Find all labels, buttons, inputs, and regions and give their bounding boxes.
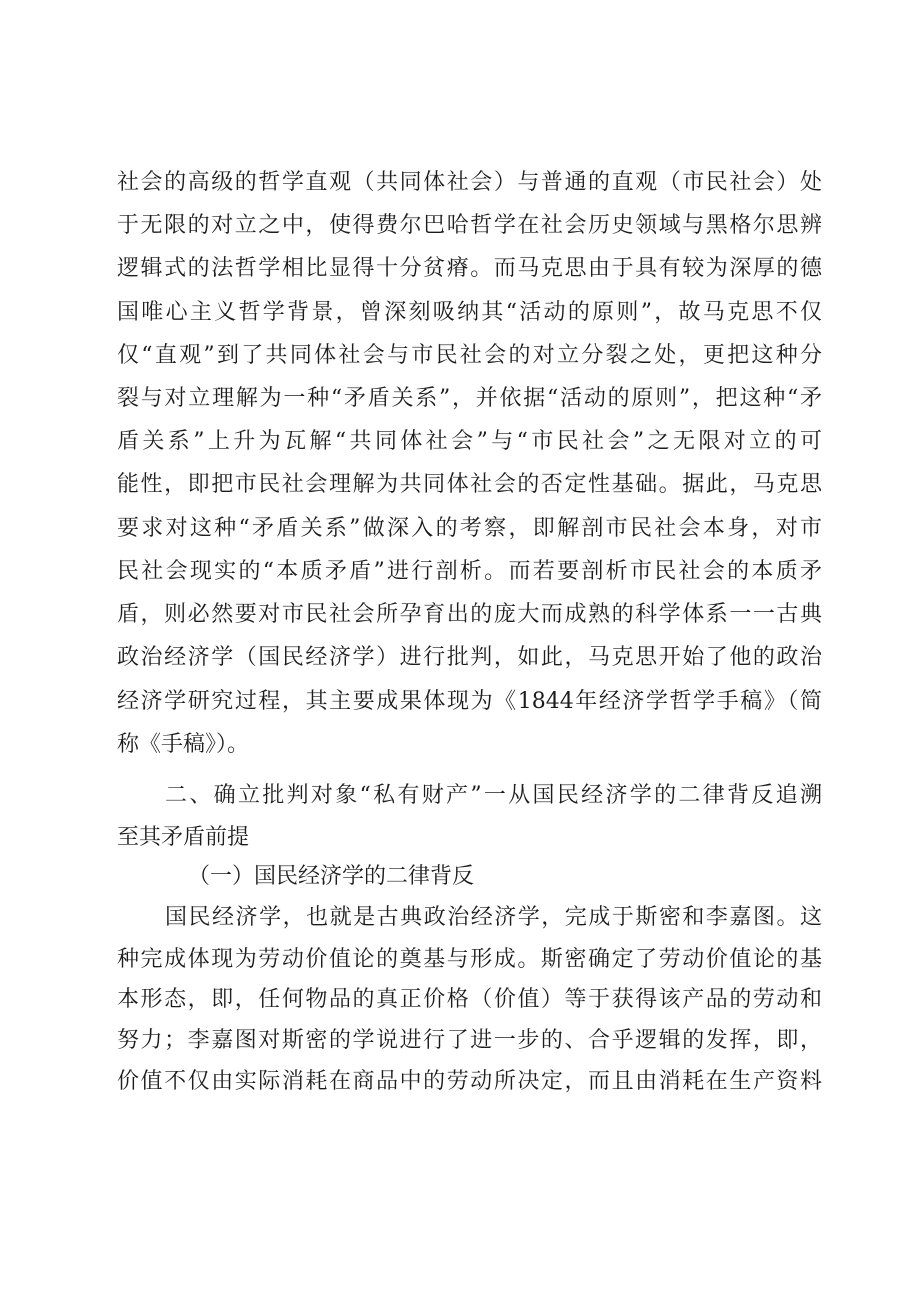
text-line: 种完成体现为劳动价值论的奠基与形成。斯密确定了劳动价值论的基 [117, 947, 822, 972]
text-line: 逻辑式的法哲学相比显得十分贫瘠。而马克思由于具有较为深厚的德 [117, 256, 822, 281]
text-line: 民社会现实的“本质矛盾”进行剖析。而若要剖析市民社会的本质矛 [117, 559, 822, 584]
subheading-line: （一）国民经济学的二律背反 [188, 864, 475, 889]
text-line: 盾关系”上升为瓦解“共同体社会”与“市民社会”之无限对立的可 [117, 429, 822, 454]
text-line: 称《手稿》）。 [117, 732, 250, 757]
text-line: 裂与对立理解为一种“矛盾关系”，并依据“活动的原则”，把这种“矛 [117, 386, 822, 411]
text-line: 价值不仅由实际消耗在商品中的劳动所决定，而且由消耗在生产资料 [117, 1069, 822, 1094]
text-line: 政治经济学（国民经济学）进行批判，如此，马克思开始了他的政治 [117, 645, 822, 670]
text-line: 国唯心主义哲学背景，曾深刻吸纳其“活动的原则”，故马克思不仅 [117, 300, 822, 325]
text-line: 仅“直观”到了共同体社会与市民社会的对立分裂之处，更把这种分 [117, 343, 822, 368]
text-line: 本形态，即，任何物品的真正价格（价值）等于获得该产品的劳动和 [117, 987, 822, 1012]
text-line: 于无限的对立之中，使得费尔巴哈哲学在社会历史领域与黑格尔思辨 [117, 213, 822, 238]
heading-line: 至其矛盾前提 [117, 825, 250, 850]
text-line: 能性，即把市民社会理解为共同体社会的否定性基础。据此，马克思 [117, 472, 822, 497]
text-line: 社会的高级的哲学直观（共同体社会）与普通的直观（市民社会）处 [117, 170, 822, 195]
text-line: 要求对这种“矛盾关系”做深入的考察，即解剖市民社会本身，对市 [117, 516, 822, 541]
text-line: 努力；李嘉图对斯密的学说进行了进一步的、合乎逻辑的发挥，即， [117, 1028, 822, 1053]
text-line: 国民经济学，也就是古典政治经济学，完成于斯密和李嘉图。这 [165, 905, 822, 930]
text-line: 经济学研究过程，其主要成果体现为《1844年经济学哲学手稿》（简 [117, 689, 822, 714]
text-line: 盾，则必然要对市民社会所孕育出的庞大而成熟的科学体系一一古典 [117, 602, 822, 627]
heading-line: 二、确立批判对象“私有财产”一从国民经济学的二律背反追溯 [165, 783, 822, 808]
